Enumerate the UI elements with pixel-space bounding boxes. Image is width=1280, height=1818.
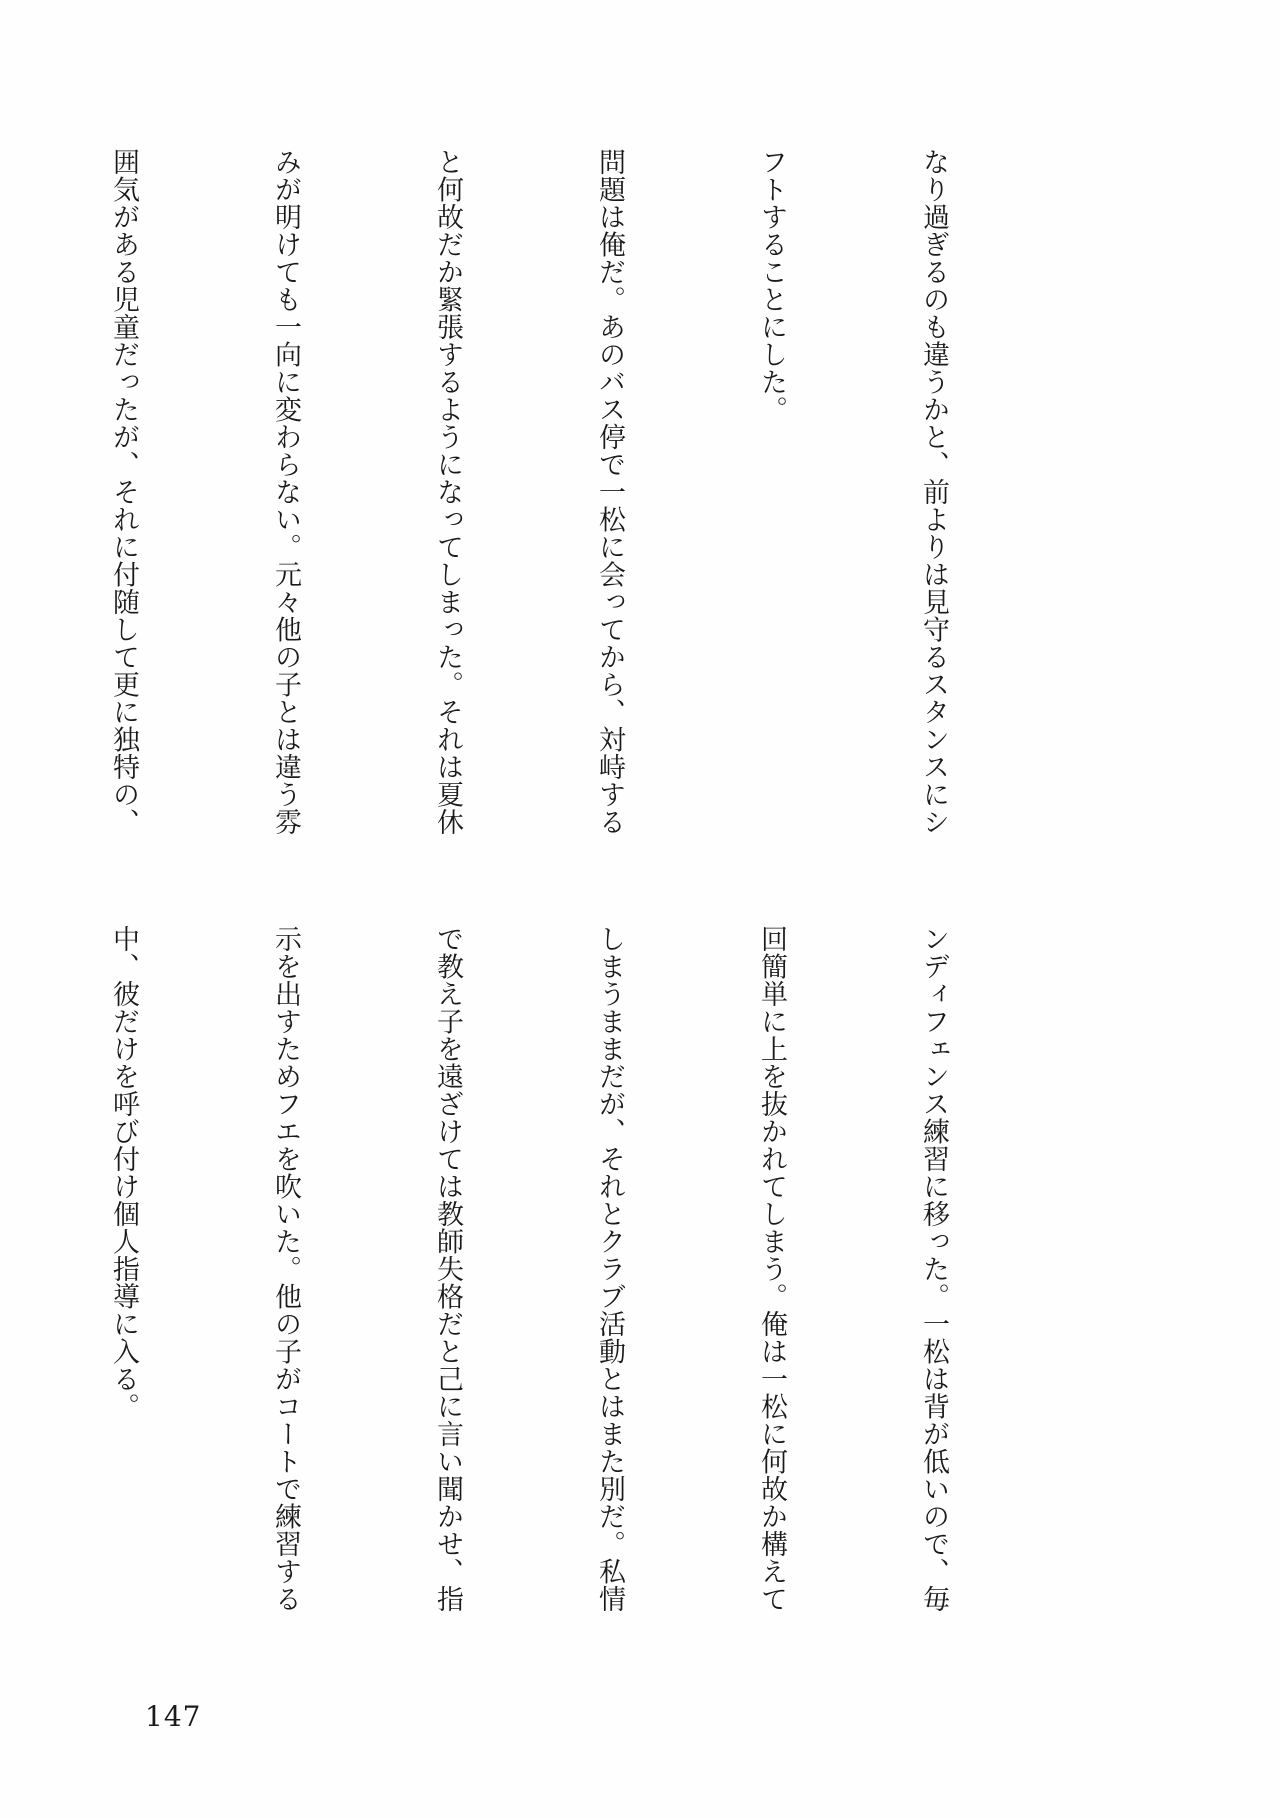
text-line: 回簡単に上を抜かれてしまう。俺は一松に何故か構えて [756,925,787,1613]
text-line: 示を出すためフエを吹いた。他の子がコートで練習する [270,925,301,1613]
text-line: なり過ぎるのも違うかと、前よりは見守るスタンスにシ [918,148,949,836]
text-line: で教え子を遠ざけては教師失格だと己に言い聞かせ、指 [432,925,463,1613]
text-line: 囲気がある児童だったが、それに付随して更に独特の、 [108,148,139,836]
text-line: 問題は俺だ。あのバス停で一松に会ってから、対峙する [594,148,625,836]
text-line: ンディフェンス練習に移った。一松は背が低いので、毎 [918,925,949,1613]
text-line: フトすることにした。 [756,148,787,423]
text-line: と何故だか緊張するようになってしまった。それは夏休 [432,148,463,836]
text-line: 中、彼だけを呼び付け個人指導に入る。 [108,925,139,1420]
page-number: 147 [145,1700,202,1733]
lower-text-block [0,925,1068,1630]
text-line: しまうままだが、それとクラブ活動とはまた別だ。私情 [594,925,625,1613]
text-line: みが明けても一向に変わらない。元々他の子とは違う雰 [270,148,301,836]
upper-text-block [0,148,1068,888]
